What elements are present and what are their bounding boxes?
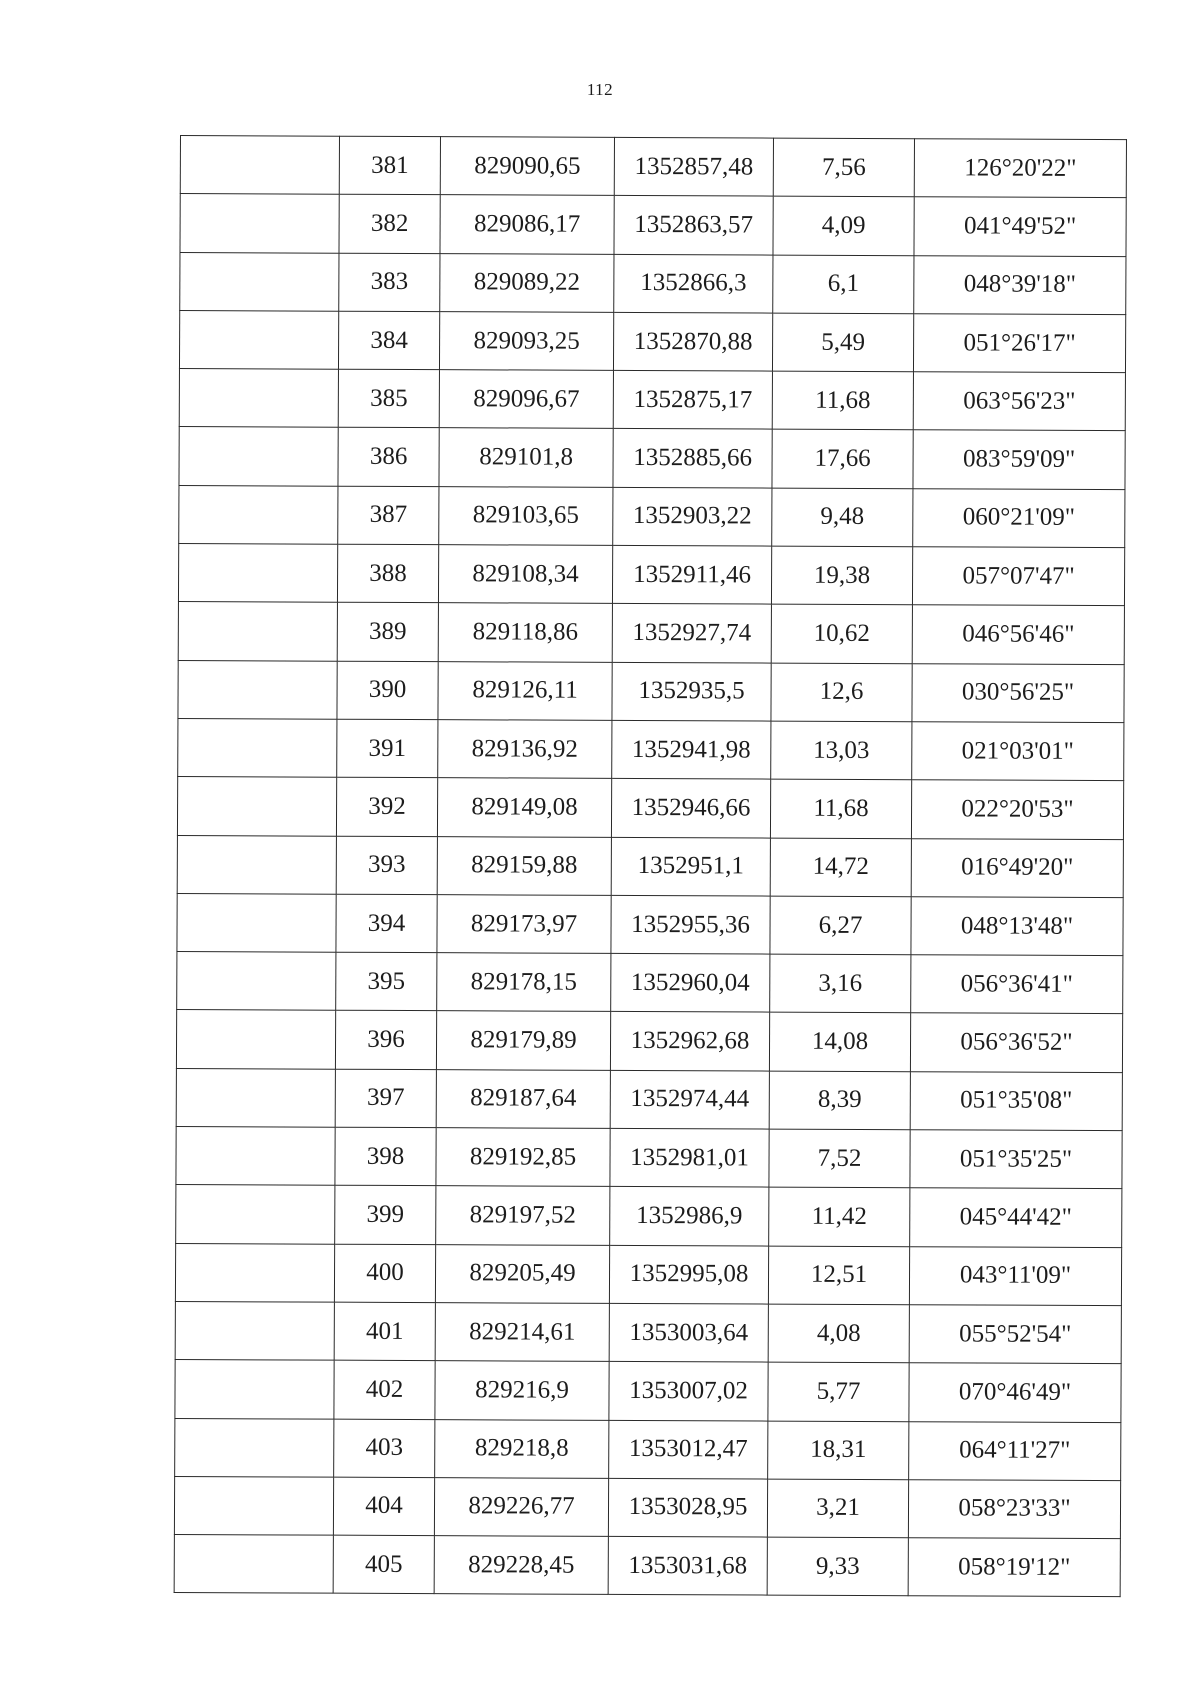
- x-coordinate-cell: 829101,8: [439, 428, 613, 487]
- coordinates-table-body: [174, 136, 1126, 1598]
- x-coordinate-cell: 829226,77: [434, 1477, 608, 1536]
- point-number-cell: 384: [338, 311, 439, 370]
- direction-angle-cell: 063°56'23": [913, 372, 1125, 431]
- point-number-cell: 405: [333, 1535, 434, 1594]
- table-row: [179, 369, 1125, 431]
- empty-cell: [177, 893, 336, 952]
- x-coordinate-cell: 829187,64: [436, 1069, 610, 1128]
- x-coordinate-cell: 829179,89: [436, 1011, 610, 1070]
- y-coordinate-cell: 1353007,02: [609, 1362, 768, 1421]
- y-coordinate-cell: 1353028,95: [608, 1478, 767, 1537]
- point-number-cell: 386: [338, 428, 439, 487]
- y-coordinate-cell: 1352955,36: [611, 895, 770, 954]
- y-coordinate-cell: 1352911,46: [612, 545, 771, 604]
- empty-cell: [176, 1185, 335, 1244]
- x-coordinate-cell: 829216,9: [435, 1361, 609, 1420]
- distance-cell: 4,09: [773, 196, 914, 255]
- distance-cell: 8,39: [769, 1071, 910, 1130]
- empty-cell: [179, 369, 338, 428]
- direction-angle-cell: 030°56'25": [912, 663, 1124, 722]
- direction-angle-cell: 016°49'20": [911, 838, 1123, 897]
- distance-cell: 4,08: [768, 1304, 909, 1363]
- y-coordinate-cell: 1352946,66: [611, 779, 770, 838]
- empty-cell: [175, 1243, 334, 1302]
- empty-cell: [177, 952, 336, 1011]
- y-coordinate-cell: 1352935,5: [612, 662, 771, 721]
- empty-cell: [178, 602, 337, 661]
- table-row: [178, 660, 1124, 722]
- x-coordinate-cell: 829205,49: [435, 1244, 609, 1303]
- y-coordinate-cell: 1353031,68: [608, 1537, 767, 1596]
- empty-cell: [175, 1301, 334, 1360]
- y-coordinate-cell: 1352863,57: [614, 196, 773, 255]
- direction-angle-cell: 070°46'49": [909, 1363, 1121, 1422]
- distance-cell: 10,62: [771, 604, 912, 663]
- y-coordinate-cell: 1352974,44: [610, 1070, 769, 1129]
- direction-angle-cell: 045°44'42": [910, 1188, 1122, 1247]
- distance-cell: 9,33: [767, 1537, 908, 1596]
- y-coordinate-cell: 1352995,08: [609, 1245, 768, 1304]
- distance-cell: 11,68: [770, 779, 911, 838]
- direction-angle-cell: 048°39'18": [914, 255, 1126, 314]
- distance-cell: 6,27: [770, 896, 911, 955]
- point-number-cell: 404: [333, 1477, 434, 1536]
- x-coordinate-cell: 829118,86: [438, 603, 612, 662]
- empty-cell: [180, 194, 339, 253]
- table-row: [180, 252, 1126, 314]
- empty-cell: [179, 427, 338, 486]
- y-coordinate-cell: 1352857,48: [614, 137, 773, 196]
- point-number-cell: 400: [334, 1244, 435, 1303]
- x-coordinate-cell: 829192,85: [436, 1128, 610, 1187]
- direction-angle-cell: 021°03'01": [912, 722, 1124, 781]
- distance-cell: 12,51: [768, 1246, 909, 1305]
- x-coordinate-cell: 829090,65: [440, 137, 614, 196]
- table-row: [175, 1301, 1121, 1363]
- direction-angle-cell: 060°21'09": [913, 488, 1125, 547]
- point-number-cell: 395: [336, 952, 437, 1011]
- direction-angle-cell: 041°49'52": [914, 197, 1126, 256]
- table-row: [176, 1010, 1122, 1072]
- empty-cell: [180, 136, 339, 195]
- point-number-cell: 385: [338, 369, 439, 428]
- direction-angle-cell: 051°26'17": [913, 314, 1125, 373]
- empty-cell: [174, 1476, 333, 1535]
- distance-cell: 13,03: [771, 721, 912, 780]
- y-coordinate-cell: 1352903,22: [613, 487, 772, 546]
- direction-angle-cell: 051°35'25": [910, 1130, 1122, 1189]
- y-coordinate-cell: 1352981,01: [610, 1128, 769, 1187]
- y-coordinate-cell: 1353012,47: [609, 1420, 768, 1479]
- distance-cell: 5,77: [768, 1362, 909, 1421]
- direction-angle-cell: 056°36'52": [910, 1013, 1122, 1072]
- point-number-cell: 403: [334, 1419, 435, 1478]
- empty-cell: [178, 660, 337, 719]
- empty-cell: [179, 485, 338, 544]
- distance-cell: 3,21: [767, 1479, 908, 1538]
- point-number-cell: 388: [337, 544, 438, 603]
- x-coordinate-cell: 829149,08: [437, 778, 611, 837]
- direction-angle-cell: 051°35'08": [910, 1071, 1122, 1130]
- y-coordinate-cell: 1352885,66: [613, 429, 772, 488]
- x-coordinate-cell: 829178,15: [437, 953, 611, 1012]
- table-row: [177, 835, 1123, 897]
- x-coordinate-cell: 829126,11: [438, 661, 612, 720]
- direction-angle-cell: 055°52'54": [909, 1305, 1121, 1364]
- table-row: [175, 1243, 1121, 1305]
- x-coordinate-cell: 829096,67: [439, 370, 613, 429]
- direction-angle-cell: 126°20'22": [914, 139, 1126, 198]
- distance-cell: 5,49: [772, 313, 913, 372]
- table-row: [179, 485, 1125, 547]
- direction-angle-cell: 043°11'09": [909, 1246, 1121, 1305]
- empty-cell: [180, 252, 339, 311]
- distance-cell: 11,42: [769, 1187, 910, 1246]
- y-coordinate-cell: 1352960,04: [611, 954, 770, 1013]
- x-coordinate-cell: 829089,22: [440, 253, 614, 312]
- empty-cell: [176, 1068, 335, 1127]
- x-coordinate-cell: 829228,45: [434, 1536, 608, 1595]
- distance-cell: 14,08: [769, 1013, 910, 1072]
- direction-angle-cell: 064°11'27": [909, 1421, 1121, 1480]
- direction-angle-cell: 048°13'48": [911, 897, 1123, 956]
- direction-angle-cell: 022°20'53": [911, 780, 1123, 839]
- direction-angle-cell: 058°19'12": [908, 1538, 1120, 1597]
- y-coordinate-cell: 1352941,98: [612, 720, 771, 779]
- table-row: [178, 544, 1124, 606]
- distance-cell: 7,52: [769, 1129, 910, 1188]
- coordinates-table: [174, 135, 1127, 1598]
- distance-cell: 19,38: [771, 546, 912, 605]
- empty-cell: [177, 835, 336, 894]
- x-coordinate-cell: 829103,65: [439, 486, 613, 545]
- distance-cell: 12,6: [771, 663, 912, 722]
- table-row: [177, 952, 1123, 1014]
- table-row: [177, 777, 1123, 839]
- table-row: [179, 310, 1125, 372]
- distance-cell: 11,68: [772, 371, 913, 430]
- empty-cell: [174, 1535, 333, 1594]
- y-coordinate-cell: 1352870,88: [613, 312, 772, 371]
- x-coordinate-cell: 829218,8: [435, 1419, 609, 1478]
- direction-angle-cell: 058°23'33": [908, 1480, 1120, 1539]
- direction-angle-cell: 056°36'41": [911, 955, 1123, 1014]
- y-coordinate-cell: 1352866,3: [614, 254, 773, 313]
- x-coordinate-cell: 829108,34: [438, 545, 612, 604]
- table-row: [175, 1418, 1121, 1480]
- empty-cell: [179, 310, 338, 369]
- table-row: [179, 427, 1125, 489]
- distance-cell: 18,31: [768, 1421, 909, 1480]
- distance-cell: 17,66: [772, 430, 913, 489]
- page-number: 112: [586, 80, 614, 99]
- y-coordinate-cell: 1352951,1: [611, 837, 770, 896]
- table-row: [174, 1476, 1120, 1538]
- x-coordinate-cell: 829197,52: [436, 1186, 610, 1245]
- distance-cell: 3,16: [770, 954, 911, 1013]
- table-row: [174, 1535, 1120, 1597]
- table-row: [176, 1185, 1122, 1247]
- distance-cell: 9,48: [772, 488, 913, 547]
- y-coordinate-cell: 1352875,17: [613, 371, 772, 430]
- x-coordinate-cell: 829173,97: [437, 894, 611, 953]
- y-coordinate-cell: 1352986,9: [610, 1187, 769, 1246]
- point-number-cell: 394: [336, 894, 437, 953]
- empty-cell: [175, 1418, 334, 1477]
- point-number-cell: 393: [336, 836, 437, 895]
- table-row: [180, 194, 1126, 256]
- distance-cell: 6,1: [773, 255, 914, 314]
- direction-angle-cell: 083°59'09": [913, 430, 1125, 489]
- table-row: [177, 893, 1123, 955]
- table-row: [178, 718, 1124, 780]
- x-coordinate-cell: 829086,17: [440, 195, 614, 254]
- empty-cell: [178, 544, 337, 603]
- x-coordinate-cell: 829093,25: [439, 312, 613, 371]
- point-number-cell: 392: [336, 777, 437, 836]
- empty-cell: [177, 777, 336, 836]
- y-coordinate-cell: 1353003,64: [609, 1303, 768, 1362]
- direction-angle-cell: 057°07'47": [912, 547, 1124, 606]
- point-number-cell: 391: [337, 719, 438, 778]
- y-coordinate-cell: 1352927,74: [612, 604, 771, 663]
- empty-cell: [175, 1360, 334, 1419]
- y-coordinate-cell: 1352962,68: [610, 1012, 769, 1071]
- point-number-cell: 398: [335, 1127, 436, 1186]
- direction-angle-cell: 046°56'46": [912, 605, 1124, 664]
- point-number-cell: 396: [335, 1011, 436, 1070]
- point-number-cell: 397: [335, 1069, 436, 1128]
- table-row: [178, 602, 1124, 664]
- table-row: [180, 136, 1126, 198]
- point-number-cell: 401: [334, 1302, 435, 1361]
- empty-cell: [176, 1010, 335, 1069]
- table-row: [176, 1068, 1122, 1130]
- empty-cell: [176, 1127, 335, 1186]
- point-number-cell: 399: [335, 1186, 436, 1245]
- point-number-cell: 382: [339, 194, 440, 253]
- point-number-cell: 383: [339, 253, 440, 312]
- point-number-cell: 387: [338, 486, 439, 545]
- distance-cell: 7,56: [773, 138, 914, 197]
- x-coordinate-cell: 829136,92: [438, 720, 612, 779]
- point-number-cell: 381: [339, 136, 440, 195]
- point-number-cell: 390: [337, 661, 438, 720]
- x-coordinate-cell: 829214,61: [435, 1303, 609, 1362]
- point-number-cell: 389: [337, 603, 438, 662]
- point-number-cell: 402: [334, 1360, 435, 1419]
- table-row: [175, 1360, 1121, 1422]
- distance-cell: 14,72: [770, 838, 911, 897]
- x-coordinate-cell: 829159,88: [437, 836, 611, 895]
- empty-cell: [178, 718, 337, 777]
- table-row: [176, 1127, 1122, 1189]
